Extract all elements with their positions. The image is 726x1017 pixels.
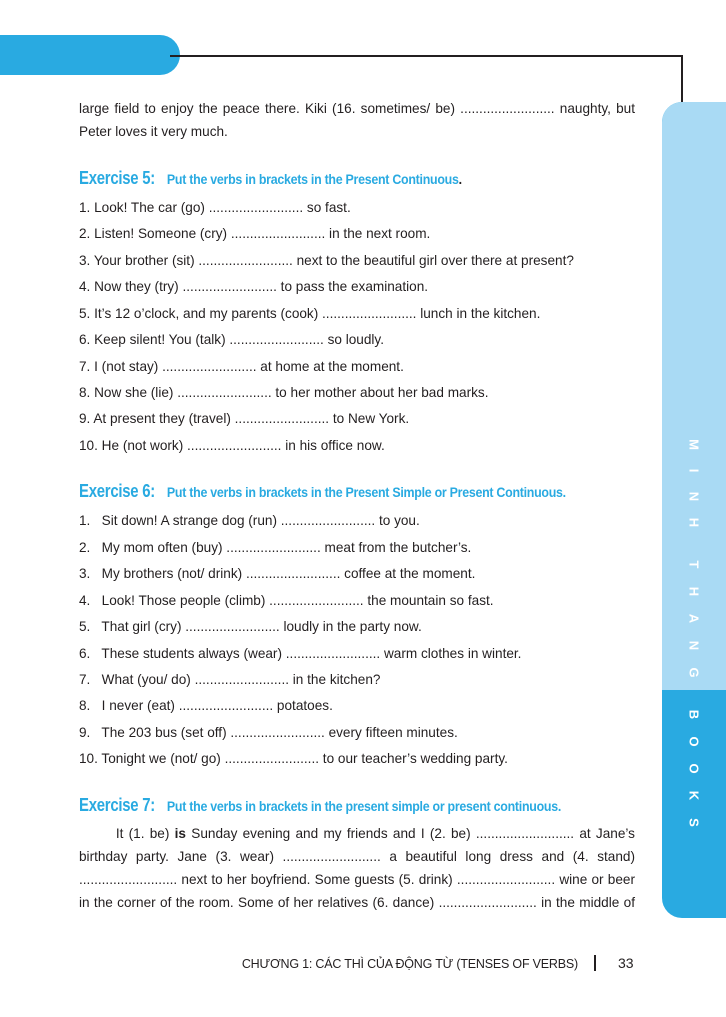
side-letter: N: [686, 640, 702, 651]
exercise-label: Exercise 5:: [79, 168, 155, 188]
exercise-label: Exercise 7:: [79, 795, 155, 815]
side-letter: M: [686, 439, 702, 450]
exercise-item: 6. Keep silent! You (talk) ......................... so loudly.: [79, 332, 384, 347]
exercise-instruction: Put the verbs in brackets in the present simple or present continuous.: [166, 799, 562, 814]
exercise-item: 6. These students always (wear) ......................... warm clothes in winter.: [79, 646, 522, 661]
intro-line: large field to enjoy the peace there. Kiki (16. sometimes/ be) ......................... naughty, but: [79, 101, 635, 116]
side-letter: H: [686, 517, 702, 528]
exercise-item: 2. Listen! Someone (cry) ......................... in the next room.: [79, 226, 431, 241]
paragraph-line: [79, 826, 635, 841]
exercise-instruction: Put the verbs in brackets in the Present Simple or Present Continuous.: [166, 485, 566, 500]
side-letter: H: [686, 586, 702, 597]
side-letter: N: [686, 491, 702, 502]
exercise-item: 9. The 203 bus (set off) ......................... every fifteen minutes.: [79, 725, 458, 740]
exercise-instruction-end: .: [458, 172, 462, 187]
right-rule: [681, 55, 683, 105]
exercise-item: 4. Now they (try) ......................... to pass the examination.: [79, 279, 429, 294]
side-letter: A: [686, 613, 702, 624]
side-letter: T: [686, 560, 702, 569]
side-letter: O: [686, 763, 702, 774]
side-letter: B: [686, 709, 702, 720]
exercise-item: 2. My mom often (buy) ......................... meat from the butcher’s.: [79, 540, 472, 555]
side-letter: G: [686, 667, 702, 678]
paragraph-line: in the corner of the room. Some of her relatives (6. dance) .......................... in the middle of: [79, 895, 635, 910]
example-answer: is: [174, 826, 186, 841]
exercise-item: 3. Your brother (sit) ......................... next to the beautiful girl over there at present?: [79, 253, 574, 268]
exercise-7-heading: [79, 795, 603, 816]
footer-divider: [594, 955, 596, 971]
side-letter: S: [686, 818, 702, 827]
side-letter: I: [686, 468, 702, 473]
exercise-item: 10. Tonight we (not/ go) ......................... to our teacher’s wedding party.: [79, 751, 508, 766]
exercise-item: 7. I (not stay) ......................... at home at the moment.: [79, 359, 404, 374]
exercise-item: 8. I never (eat) ......................... potatoes.: [79, 698, 333, 713]
exercise-item: 5. It’s 12 o’clock, and my parents (cook) ......................... lunch in the kitchen.: [79, 306, 541, 321]
exercise-item: 3. My brothers (not/ drink) ......................... coffee at the moment.: [79, 566, 476, 581]
exercise-6-heading: [79, 481, 608, 502]
paragraph-line: birthday party. Jane (3. wear) .......................... a beautiful long dress and (4. stand): [79, 849, 635, 864]
chapter-title: CHƯƠNG 1: CÁC THÌ CỦA ĐỘNG TỪ (TENSES OF VERBS): [241, 957, 578, 971]
side-letter: O: [686, 736, 702, 747]
top-corner-tab: [0, 35, 180, 75]
paragraph-text: Sunday evening and my friends and I (2. be) .......................... at Jane’s: [186, 826, 635, 841]
exercise-item: 8. Now she (lie) ......................... to her mother about her bad marks.: [79, 385, 489, 400]
top-rule: [170, 55, 682, 57]
exercise-item: 5. That girl (cry) ......................... loudly in the party now.: [79, 619, 422, 634]
exercise-item: 4. Look! Those people (climb) ......................... the mountain so fast.: [79, 593, 494, 608]
exercise-item: 7. What (you/ do) ......................... in the kitchen?: [79, 672, 381, 687]
paragraph-line: .......................... next to her boyfriend. Some guests (5. drink) .......................... wine or beer: [79, 872, 635, 887]
exercise-instruction: Put the verbs in brackets in the Present Continuous: [166, 172, 459, 187]
intro-line: Peter loves it very much.: [79, 124, 228, 139]
exercise-item: 1. Sit down! A strange dog (run) ......................... to you.: [79, 513, 420, 528]
page-number: 33: [618, 955, 634, 971]
paragraph-text: It (1. be): [79, 826, 175, 841]
exercise-item: 1. Look! The car (go) ......................... so fast.: [79, 200, 351, 215]
side-brand-tab: [662, 102, 726, 918]
side-letter: K: [686, 790, 702, 801]
exercise-item: 9. At present they (travel) ......................... to New York.: [79, 411, 410, 426]
exercise-label: Exercise 6:: [79, 481, 155, 501]
exercise-5-heading: [79, 168, 495, 189]
exercise-item: 10. He (not work) ......................... in his office now.: [79, 438, 385, 453]
